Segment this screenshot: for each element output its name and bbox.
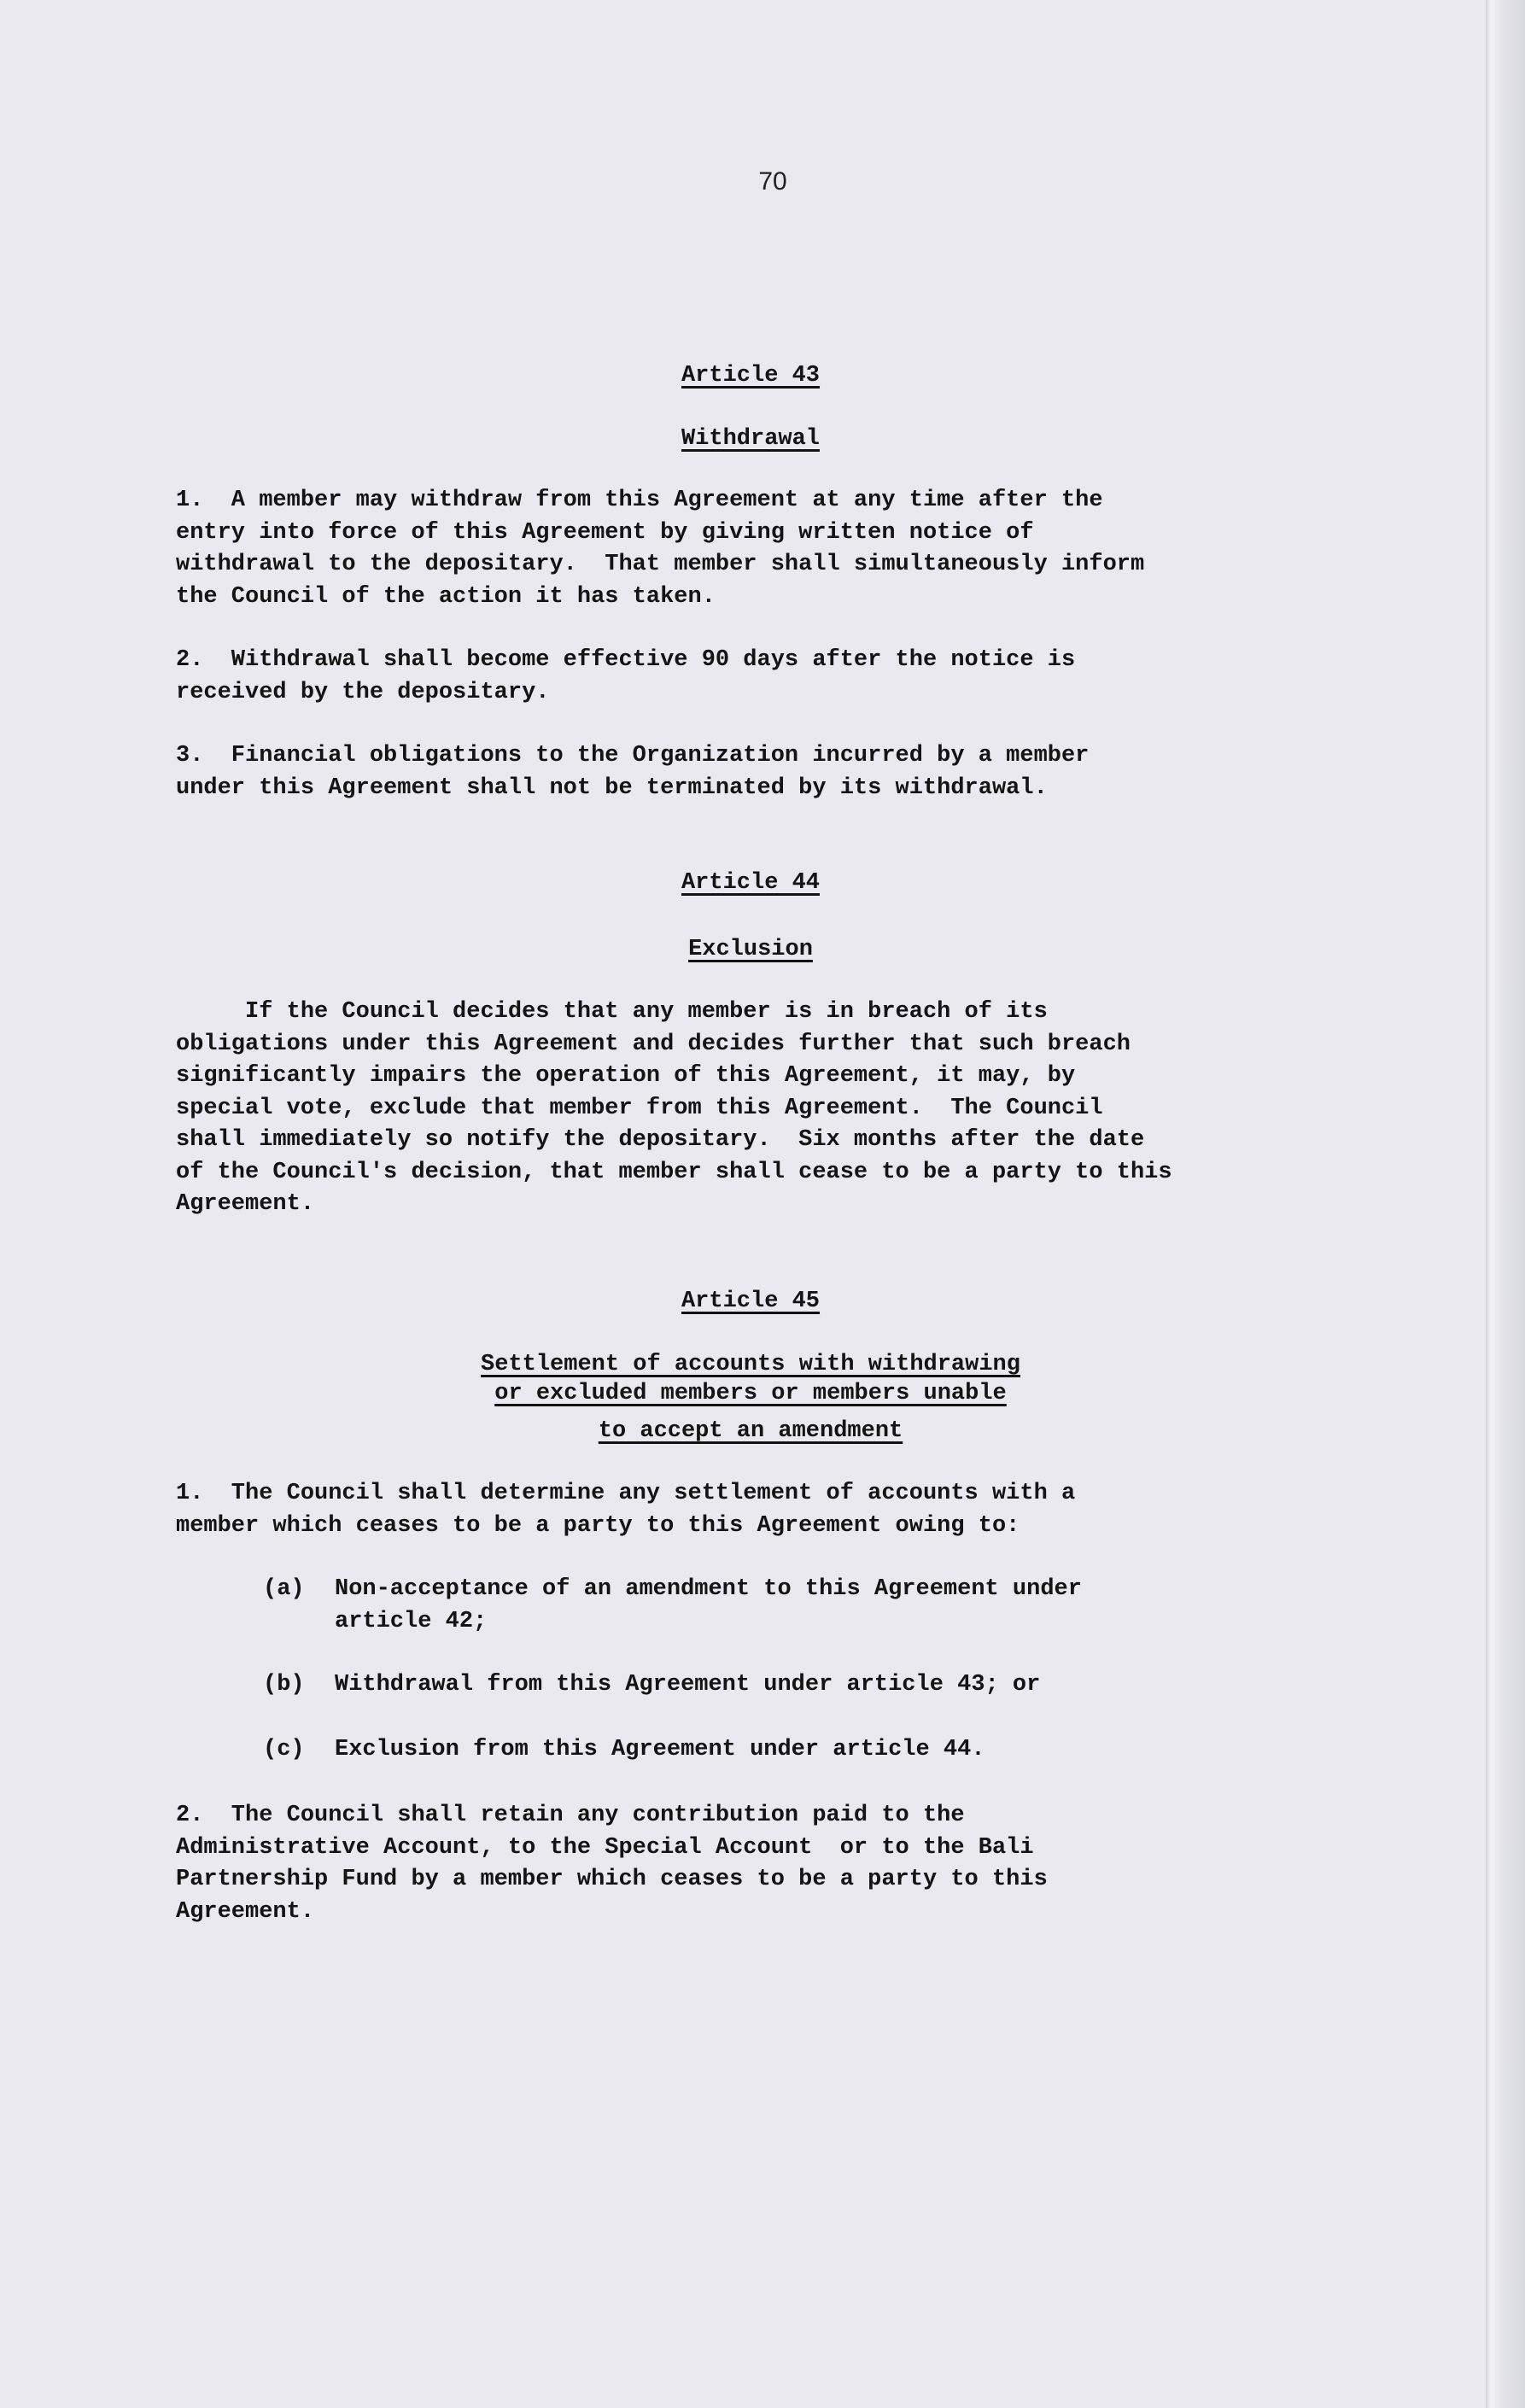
article-43-paragraph-1: 1. A member may withdraw from this Agreement at any time after the entry into force of this Agreement by giving written notice of withdrawal to the depositary. That member shall simultaneously inform the Council of the action it has taken. bbox=[176, 488, 1145, 610]
item-text: Exclusion from this Agreement under article 44. bbox=[335, 1737, 985, 1762]
item-text: Non-acceptance of an amendment to this Agreement under article 42; bbox=[335, 1576, 1082, 1634]
page-number: 70 bbox=[758, 167, 787, 196]
article-43-paragraph-3: 3. Financial obligations to the Organization incurred by a member under this Agreement shall not be terminated by its withdrawal. bbox=[176, 743, 1090, 801]
article-45-item-a bbox=[263, 1574, 1082, 1638]
article-45-paragraph-1: 1. The Council shall determine any settlement of accounts with a member which ceases to be a party to this Agreement owing to: bbox=[176, 1481, 1076, 1539]
article-44-title: Article 44 bbox=[681, 870, 821, 896]
article-43-subtitle: Withdrawal bbox=[681, 426, 821, 452]
article-45-item-c bbox=[263, 1734, 985, 1767]
article-45-subtitle-line-3: to accept an amendment bbox=[598, 1418, 903, 1444]
article-45-title: Article 45 bbox=[681, 1289, 821, 1314]
item-label: (b) bbox=[263, 1672, 305, 1698]
article-44-subtitle: Exclusion bbox=[688, 937, 813, 962]
article-45-item-b bbox=[263, 1669, 1040, 1702]
item-text: Withdrawal from this Agreement under article 43; or bbox=[335, 1672, 1041, 1698]
item-label: (a) bbox=[263, 1576, 305, 1602]
article-43-title: Article 43 bbox=[681, 363, 821, 389]
article-45-subtitle-line-1: Settlement of accounts with withdrawing bbox=[481, 1352, 1020, 1377]
article-43-paragraph-2: 2. Withdrawal shall become effective 90 days after the notice is received by the depositary. bbox=[176, 647, 1076, 705]
item-label: (c) bbox=[263, 1737, 305, 1762]
article-45-subtitle-line-2: or excluded members or members unable bbox=[494, 1381, 1007, 1406]
article-45-paragraph-2: 2. The Council shall retain any contribution paid to the Administrative Account, to the Special Account or to the Bali Partnership Fund by a member which ceases to be a party to this Agreement. bbox=[176, 1803, 1048, 1925]
article-44-paragraph: If the Council decides that any member is in breach of its obligations under this Agreement and decides further that such breach significantly impairs the operation of this Agreement, it may, by special vote, exclude that member from this Agreement. The Council shall immediately so notify the depositary. Six months after the date of the Council's decision, that member shall cease to be a party to this Agreement. bbox=[176, 999, 1172, 1217]
